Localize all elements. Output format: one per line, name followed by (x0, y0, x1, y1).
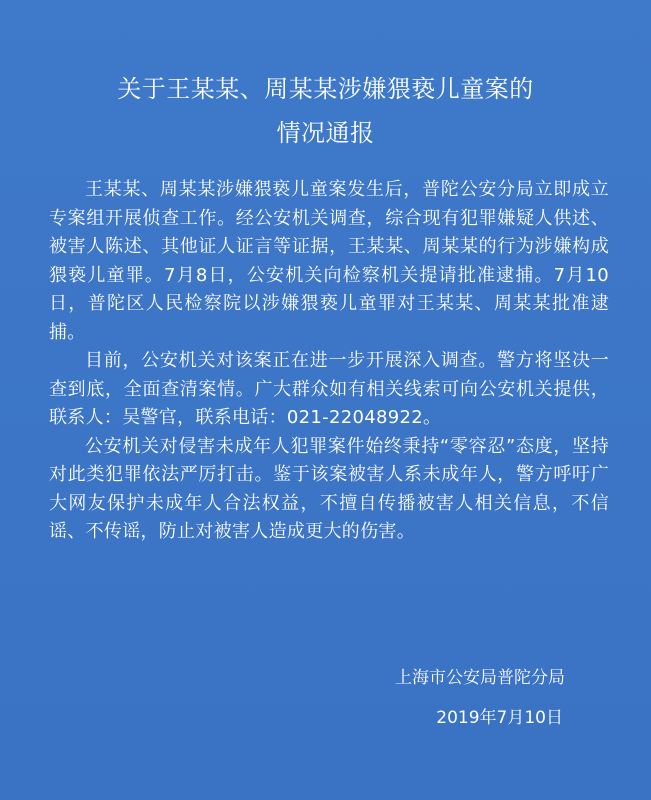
notice-title-line1: 关于王某某、周某某涉嫌猥亵儿童案的 (117, 75, 534, 103)
issue-date: 2019年7月10日 (436, 708, 563, 728)
notice-paragraph-2: 目前，公安机关对该案正在进一步开展深入调查。警方将坚决一查到底，全面查清案情。广大群众如有相关线索可向公安机关提供，联系人：吴警官，联系电话：021-22048922。 (49, 350, 609, 428)
notice-paragraph-1: 王某某、周某某涉嫌猥亵儿童案发生后，普陀公安分局立即成立专案组开展侦查工作。经公安机关调查，综合现有犯罪嫌疑人供述、被害人陈述、其他证人证言等证据，王某某、周某某的行为涉嫌构成猥亵儿童罪。7月8日，公安机关向检察机关提请批准逮捕。7月10日，普陀区人民检察院以涉嫌猥亵儿童罪对王某某、周某某批准逮捕。 (49, 179, 609, 343)
notice-paragraph-3: 公安机关对侵害未成年人犯罪案件始终秉持“零容忍”态度，坚持对此类犯罪依法严厉打击。鉴于该案被害人系未成年人，警方呼吁广大网友保护未成年人合法权益，不擅自传播被害人相关信息，不信谣、不传谣，防止对被害人造成更大的伤害。 (49, 435, 609, 542)
notice-body (49, 176, 609, 547)
notice-title-line2: 情况通报 (276, 119, 375, 147)
issuer-name: 上海市公安局普陀分局 (395, 668, 565, 688)
